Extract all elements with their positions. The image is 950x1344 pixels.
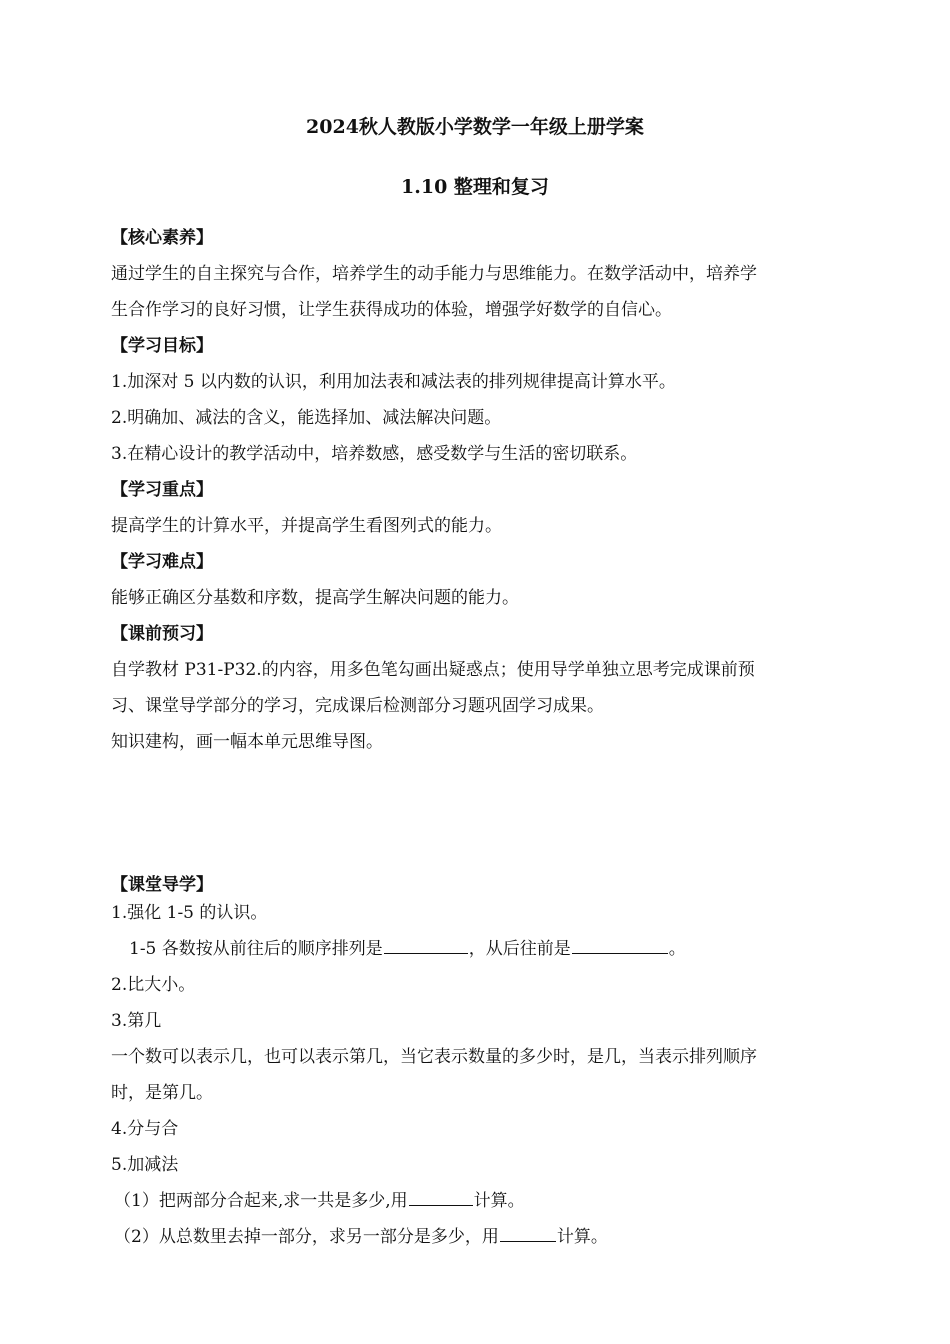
objective-2: 2.明确加、减法的含义，能选择加、减法解决问题。: [111, 408, 502, 428]
objective-1: 1.加深对 5 以内数的认识，利用加法表和减法表的排列规律提高计算水平。: [111, 372, 676, 392]
classroom-item-3-line-1: 一个数可以表示几，也可以表示第几，当它表示数量的多少时，是几，当表示排列顺序: [111, 1047, 757, 1067]
question-5-2-text-b: 计算。: [556, 1227, 608, 1247]
question-text-a: 1-5 各数按从前往后的顺序排列是: [129, 939, 383, 959]
core-literacy-line-2: 生合作学习的良好习惯，让学生获得成功的体验，增强学好数学的自信心。: [111, 300, 672, 320]
question-text-b: ，从后往前是: [468, 939, 571, 959]
heading-difficulties: 【学习难点】: [111, 552, 213, 572]
answer-blank-subtraction[interactable]: [500, 1225, 556, 1242]
classroom-item-5-question-1: [114, 1189, 850, 1213]
classroom-item-5: 5.加减法: [111, 1155, 179, 1175]
question-5-2-text-a: （2）从总数里去掉一部分，求另一部分是多少，用: [114, 1227, 499, 1247]
objective-3: 3.在精心设计的教学活动中，培养数感，感受数学与生活的密切联系。: [111, 444, 638, 464]
heading-objectives: 【学习目标】: [111, 336, 213, 356]
core-literacy-line-1: 通过学生的自主探究与合作，培养学生的动手能力与思维能力。在数学活动中，培养学: [111, 264, 757, 284]
key-points-text: 提高学生的计算水平，并提高学生看图列式的能力。: [111, 516, 502, 536]
classroom-item-1: 1.强化 1-5 的认识。: [111, 903, 268, 923]
answer-blank-addition[interactable]: [409, 1189, 473, 1206]
classroom-item-5-question-2: [114, 1225, 850, 1249]
classroom-item-1-question: [129, 937, 850, 961]
classroom-item-3: 3.第几: [111, 1011, 162, 1031]
classroom-item-2: 2.比大小。: [111, 975, 196, 995]
answer-blank-backward[interactable]: [572, 937, 668, 954]
question-5-1-text-b: 计算。: [473, 1191, 525, 1211]
difficulties-text: 能够正确区分基数和序数，提高学生解决问题的能力。: [111, 588, 519, 608]
question-text-c: 。: [668, 939, 686, 959]
heading-key-points: 【学习重点】: [111, 480, 213, 500]
heading-classroom: 【课堂导学】: [111, 875, 213, 895]
preview-line-3: 知识建构，画一幅本单元思维导图。: [111, 732, 383, 752]
document-title: 2024秋人教版小学数学一年级上册学案: [306, 116, 644, 138]
preview-line-1: 自学教材 P31-P32.的内容，用多色笔勾画出疑惑点；使用导学单独立思考完成课前预: [111, 660, 755, 680]
preview-line-2: 习、课堂导学部分的学习，完成课后检测部分习题巩固学习成果。: [111, 696, 604, 716]
heading-core-literacy: 【核心素养】: [111, 228, 213, 248]
answer-blank-forward[interactable]: [384, 937, 468, 954]
question-5-1-text-a: （1）把两部分合起来,求一共是多少,用: [114, 1191, 408, 1211]
lesson-subtitle: 1.10 整理和复习: [401, 176, 549, 198]
classroom-item-3-line-2: 时，是第几。: [111, 1083, 213, 1103]
heading-preview: 【课前预习】: [111, 624, 213, 644]
classroom-item-4: 4.分与合: [111, 1119, 179, 1139]
